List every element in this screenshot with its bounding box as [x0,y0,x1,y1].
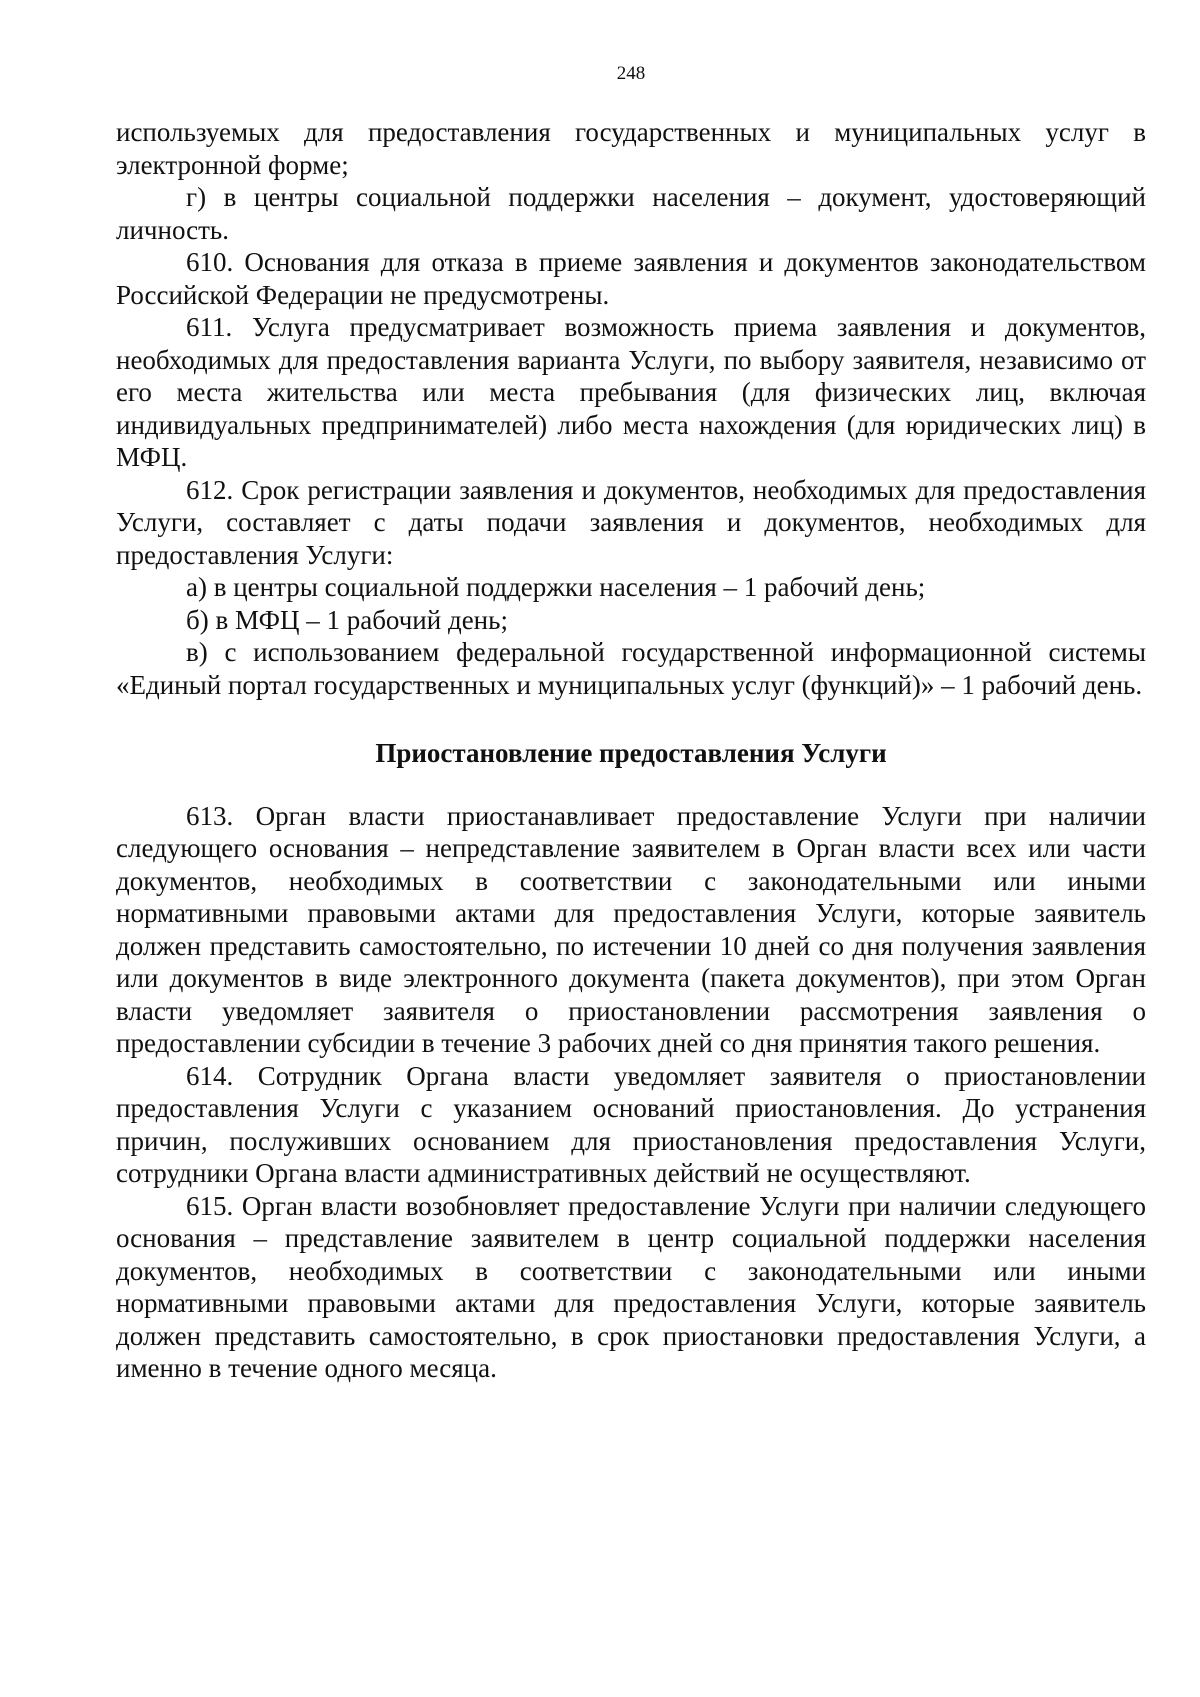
paragraph-614: 614. Сотрудник Органа власти уведомляет заявителя о приостановлении предоставления Услуги с указанием оснований приостановления. До устранения причин, послуживших основанием для приостановления предоставления Услуги, сотрудники Органа власти административных действий не осуществляют. [116,1060,1146,1188]
paragraph-612-b: б) в МФЦ – 1 рабочий день; [186,604,508,635]
paragraph-continuation: используемых для предоставления государственных и муниципальных услуг в электронной форме; [116,117,1146,180]
paragraph-613: 613. Орган власти приостанавливает предоставление Услуги при наличии следующего основания – непредставление заявителем в Орган власти всех или части документов, необходимых в соответствии с законодательными или иными нормативными правовыми актами для предоставления Услуги, которые заявитель должен представить самостоятельно, по истечении 10 дней со дня получения заявления или документов в виде электронного документа (пакета документов), при этом Орган власти уведомляет заявителя о приостановлении рассмотрения заявления о предоставлении субсидии в течение 3 рабочих дней со дня принятия такого решения. [116,800,1146,1058]
paragraph-615: 615. Орган власти возобновляет предоставление Услуги при наличии следующего основания – представление заявителем в центр социальной поддержки населения документов, необходимых в соответствии с законодательными или иными нормативными правовыми актами для предоставления Услуги, которые заявитель должен представить самостоятельно, в срок приостановки предоставления Услуги, а именно в течение одного месяца. [116,1190,1146,1383]
paragraphs-bottom [116,800,1146,1385]
paragraph-610: 610. Основания для отказа в приеме заявления и документов законодательством Российской Федерации не предусмотрены. [116,247,1146,310]
paragraphs-top [116,116,1146,701]
paragraph-612: 612. Срок регистрации заявления и документов, необходимых для предоставления Услуги, составляет с даты подачи заявления и документов, необходимых для предоставления Услуги: [116,474,1146,570]
paragraph-item-g: г) в центры социальной поддержки населения – документ, удостоверяющий личность. [116,182,1146,245]
paragraph-612-a: а) в центры социальной поддержки населения – 1 рабочий день; [186,572,926,602]
paragraph-611: 611. Услуга предусматривает возможность приема заявления и документов, необходимых для предоставления варианта Услуги, по выбору заявителя, независимо от его места жительства или места пребывания (для физических лиц, включая индивидуальных предпринимателей) либо места нахождения (для юридических лиц) в МФЦ. [116,312,1146,472]
paragraph-612-v: в) с использованием федеральной государственной информационной системы «Единый портал государственных и муниципальных услуг (функций)» – 1 рабочий день. [116,637,1146,700]
section-heading: Приостановление предоставления Услуги [375,738,887,768]
document-page [116,62,1146,1385]
page-number: 248 [616,63,646,84]
